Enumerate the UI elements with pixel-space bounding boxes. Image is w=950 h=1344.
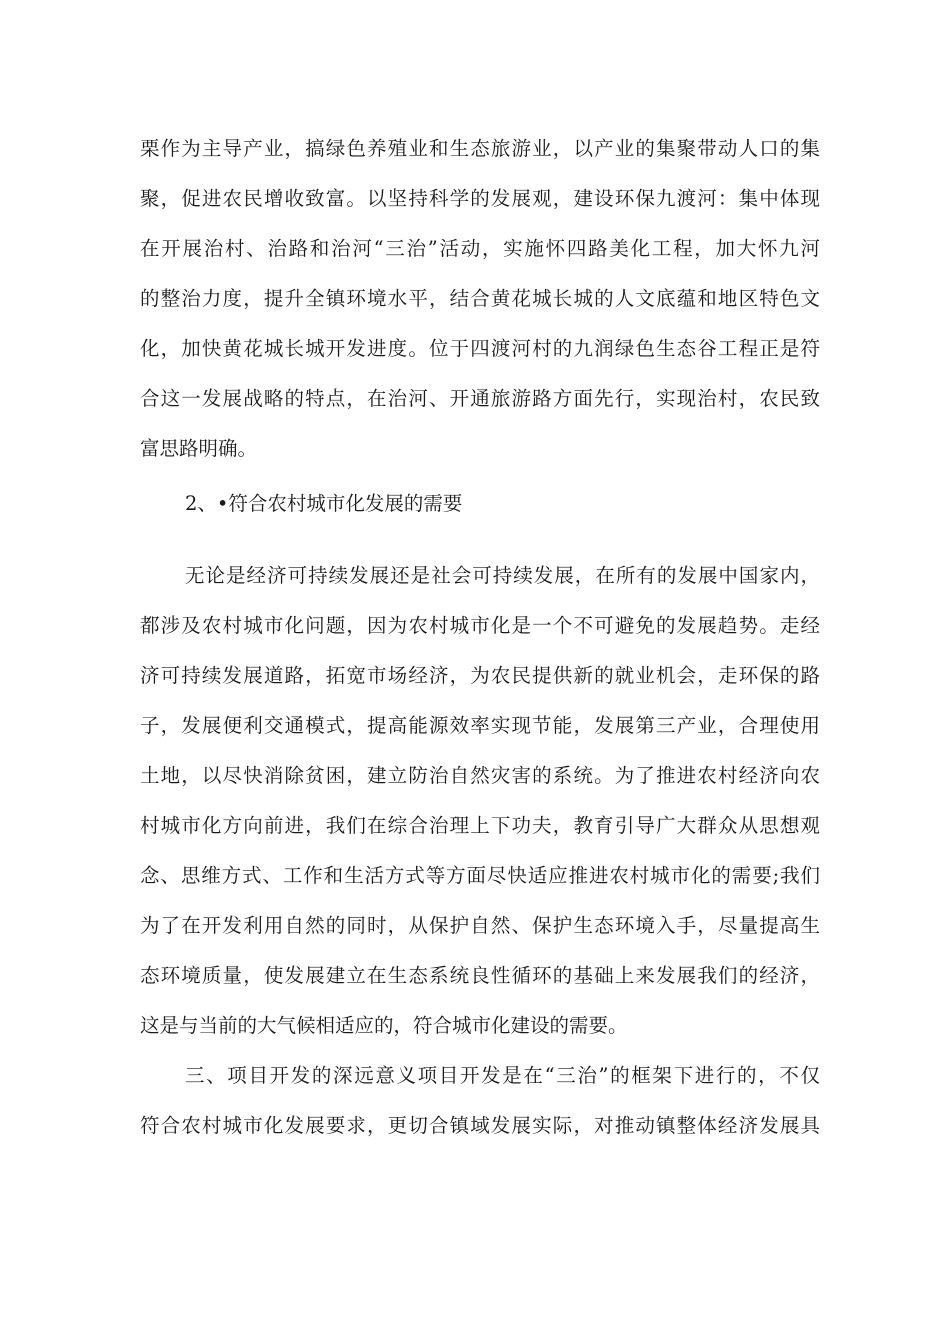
- text-line: 子，发展便利交通模式，提高能源效率实现节能，发展第三产业，合理使用: [140, 714, 820, 737]
- text-line: 化，加快黄花城长城开发进度。位于四渡河村的九润绿色生态谷工程正是符: [140, 337, 820, 360]
- text-line: 聚，促进农民增收致富。以坚持科学的发展观，建设环保九渡河：集中体现: [140, 187, 820, 210]
- section-heading-urbanization: [140, 479, 820, 529]
- text-line: 富思路明确。: [140, 437, 258, 460]
- text-line: 为了在开发利用自然的同时，从保护自然、保护生态环境入手，尽量提高生: [140, 914, 820, 937]
- paragraph-urbanization: [140, 551, 820, 1051]
- text-line: 三、项目开发的深远意义项目开发是在“三治”的框架下进行的，不仅: [185, 1064, 820, 1087]
- text-line: 态环境质量，使发展建立在生态系统良性循环的基础上来发展我们的经济，: [140, 964, 820, 987]
- text-line: 村城市化方向前进，我们在综合治理上下功夫，教育引导广大群众从思想观: [140, 814, 820, 837]
- text-line: 济可持续发展道路，拓宽市场经济，为农民提供新的就业机会，走环保的路: [140, 664, 820, 687]
- text-line: 土地，以尽快消除贫困，建立防治自然灾害的系统。为了推进农村经济向农: [140, 764, 820, 787]
- text-line: 这是与当前的大气候相适应的，符合城市化建设的需要。: [140, 1014, 628, 1037]
- text-line: 合这一发展战略的特点，在治河、开通旅游路方面先行，实现治村，农民致: [140, 387, 820, 410]
- text-line: 念、思维方式、工作和生活方式等方面尽快适应推进农村城市化的需要;我们: [140, 864, 820, 887]
- paragraph-project-significance: [140, 1051, 820, 1151]
- text-line: 无论是经济可持续发展还是社会可持续发展，在所有的发展中国家内，: [185, 564, 820, 587]
- text-line: 符合农村城市化发展要求，更切合镇域发展实际，对推动镇整体经济发展具: [140, 1114, 820, 1137]
- paragraph-chestnut-industry: [140, 124, 820, 474]
- text-line: 在开展治村、治路和治河“三治”活动，实施怀四路美化工程，加大怀九河: [140, 237, 820, 260]
- section-heading-text: 2、•符合农村城市化发展的需要: [185, 492, 463, 515]
- text-line: 的整治力度，提升全镇环境水平，结合黄花城长城的人文底蕴和地区特色文: [140, 287, 820, 310]
- text-line: 都涉及农村城市化问题，因为农村城市化是一个不可避免的发展趋势。走经: [140, 614, 820, 637]
- text-line: 栗作为主导产业，搞绿色养殖业和生态旅游业，以产业的集聚带动人口的集: [140, 137, 820, 160]
